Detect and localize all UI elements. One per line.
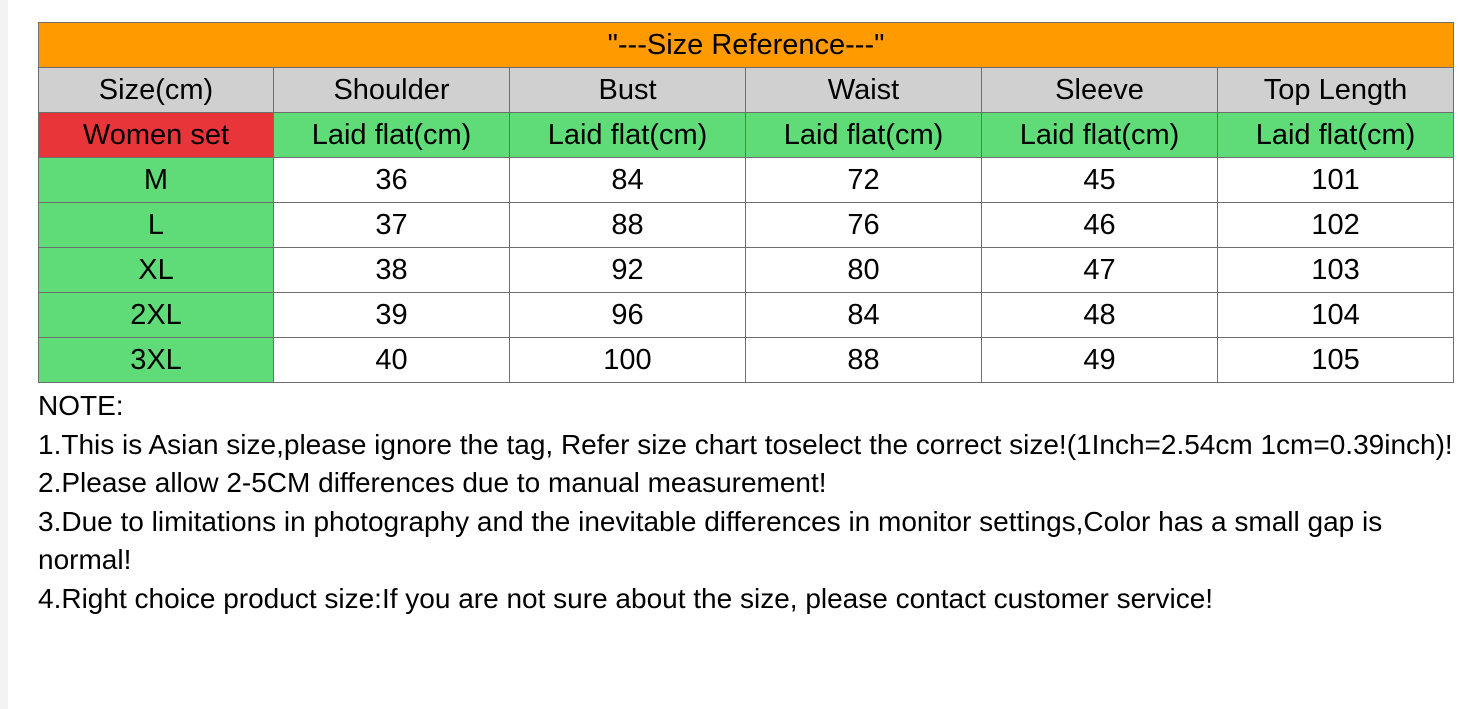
- note-item: 4.Right choice product size:If you are not sure about the size, please contact customer service!: [38, 582, 1214, 614]
- table-cell: 40: [274, 338, 510, 383]
- size-label: M: [39, 158, 274, 203]
- table-cell: 100: [510, 338, 746, 383]
- table-cell: 72: [746, 158, 982, 203]
- notes-section: [38, 387, 1468, 618]
- subheader-cell: Laid flat(cm): [274, 113, 510, 158]
- table-cell: 80: [746, 248, 982, 293]
- header-top-length: Top Length: [1218, 68, 1454, 113]
- size-label: 3XL: [39, 338, 274, 383]
- subheader-cell: Laid flat(cm): [982, 113, 1218, 158]
- subheader-cell: Laid flat(cm): [746, 113, 982, 158]
- table-cell: 105: [1218, 338, 1454, 383]
- table-cell: 84: [510, 158, 746, 203]
- size-label: 2XL: [39, 293, 274, 338]
- left-margin-strip: [0, 0, 8, 709]
- header-size: Size(cm): [39, 68, 274, 113]
- table-row: [39, 338, 1454, 383]
- note-item: 1.This is Asian size,please ignore the tag, Refer size chart toselect the correct size!(1Inch=2.54cm 1cm=0.39inch)!: [38, 428, 1453, 460]
- table-row: [39, 203, 1454, 248]
- table-cell: 101: [1218, 158, 1454, 203]
- subheader-cell: Laid flat(cm): [510, 113, 746, 158]
- size-table: [38, 22, 1454, 383]
- table-cell: 45: [982, 158, 1218, 203]
- table-cell: 92: [510, 248, 746, 293]
- table-cell: 49: [982, 338, 1218, 383]
- table-cell: 76: [746, 203, 982, 248]
- table-cell: 102: [1218, 203, 1454, 248]
- table-cell: 103: [1218, 248, 1454, 293]
- size-reference-sheet: [38, 22, 1453, 618]
- subheader-row: [39, 113, 1454, 158]
- women-set-label: Women set: [39, 113, 274, 158]
- table-cell: 47: [982, 248, 1218, 293]
- table-cell: 46: [982, 203, 1218, 248]
- table-row: [39, 158, 1454, 203]
- table-cell: 84: [746, 293, 982, 338]
- size-label: XL: [39, 248, 274, 293]
- table-row: [39, 293, 1454, 338]
- table-cell: 37: [274, 203, 510, 248]
- header-bust: Bust: [510, 68, 746, 113]
- header-sleeve: Sleeve: [982, 68, 1218, 113]
- table-title: "---Size Reference---": [39, 23, 1454, 68]
- notes-heading: NOTE:: [38, 390, 124, 421]
- table-cell: 48: [982, 293, 1218, 338]
- table-row: [39, 248, 1454, 293]
- table-cell: 96: [510, 293, 746, 338]
- table-cell: 36: [274, 158, 510, 203]
- table-cell: 39: [274, 293, 510, 338]
- note-item: 3.Due to limitations in photography and the inevitable differences in monitor settings,Color has a small gap is normal!: [38, 505, 1383, 575]
- table-cell: 38: [274, 248, 510, 293]
- subheader-cell: Laid flat(cm): [1218, 113, 1454, 158]
- header-waist: Waist: [746, 68, 982, 113]
- header-row: [39, 68, 1454, 113]
- table-cell: 88: [510, 203, 746, 248]
- note-item: 2.Please allow 2-5CM differences due to manual measurement!: [38, 467, 827, 498]
- table-cell: 88: [746, 338, 982, 383]
- header-shoulder: Shoulder: [274, 68, 510, 113]
- size-label: L: [39, 203, 274, 248]
- table-cell: 104: [1218, 293, 1454, 338]
- title-row: [39, 23, 1454, 68]
